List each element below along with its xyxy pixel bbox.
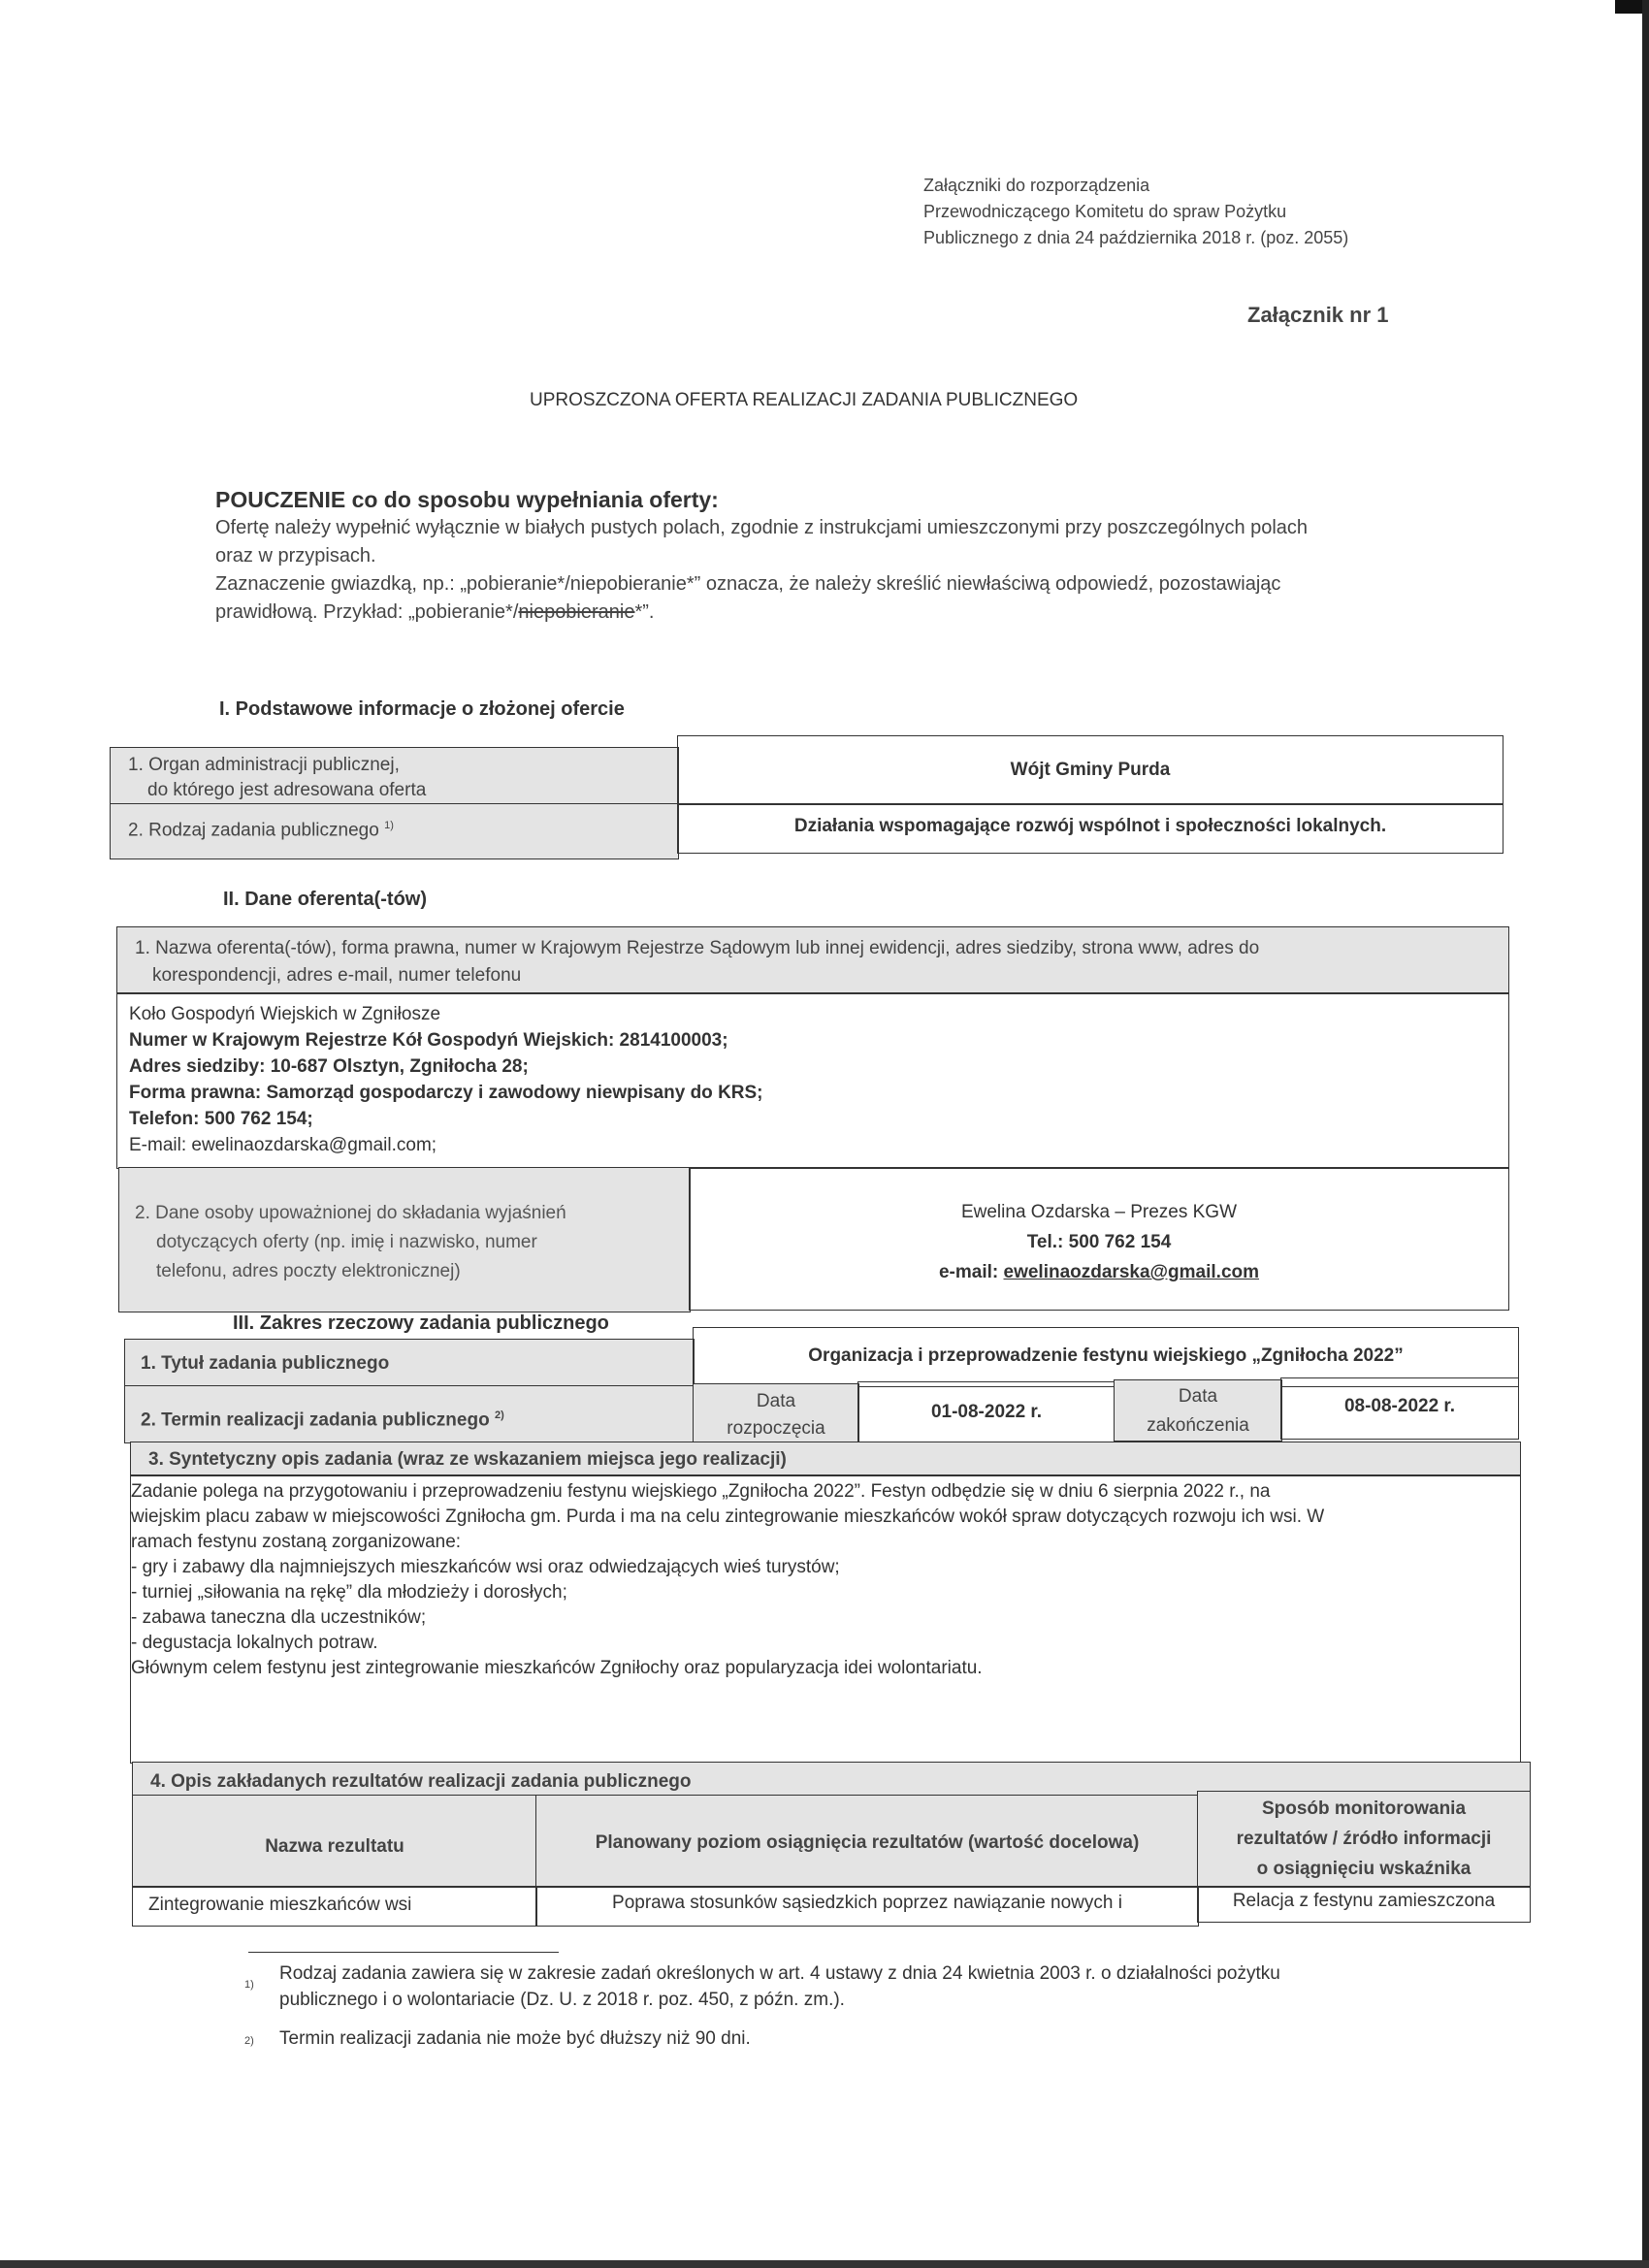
end-date-label-cell bbox=[1114, 1379, 1282, 1442]
results-col-monitoring-line-3: o osiągnięciu wskaźnika bbox=[1256, 1859, 1471, 1879]
contact-label-line-2: dotyczących oferty (np. imię i nazwisko, numer bbox=[156, 1232, 537, 1252]
org-email: E-mail: ewelinaozdarska@gmail.com; bbox=[129, 1135, 437, 1155]
instructions-line-2: oraz w przypisach. bbox=[215, 545, 376, 567]
results-row-level: Poprawa stosunków sąsiedzkich poprzez nawiązanie nowych i bbox=[612, 1893, 1122, 1913]
results-col-monitoring-header bbox=[1197, 1791, 1531, 1888]
attachment-note bbox=[923, 173, 1505, 251]
section-3-heading: III. Zakres rzeczowy zadania publicznego bbox=[233, 1312, 609, 1334]
organ-label-line-1: 1. Organ administracji publicznej, bbox=[128, 755, 400, 775]
results-col-name: Nazwa rezultatu bbox=[265, 1836, 404, 1857]
description-cell bbox=[130, 1474, 1521, 1764]
contact-label-line-3: telefonu, adres poczty elektronicznej) bbox=[156, 1261, 461, 1281]
instructions-line-3: Zaznaczenie gwiazdką, np.: „pobieranie*/niepobieranie*” oznacza, że należy skreślić niewłaściwą odpowiedź, pozostawiając bbox=[215, 573, 1281, 595]
end-date-value-cell bbox=[1280, 1377, 1519, 1440]
end-date-value: 08-08-2022 r. bbox=[1343, 1396, 1456, 1416]
footnote-separator bbox=[248, 1952, 559, 1953]
contact-email-link[interactable]: ewelinaozdarska@gmail.com bbox=[1003, 1262, 1260, 1282]
scan-edge-right bbox=[1642, 0, 1649, 2268]
strikethrough-example: niepobieranie bbox=[518, 601, 635, 623]
org-name: Koło Gospodyń Wiejskich w Zgniłosze bbox=[129, 1004, 441, 1024]
footnote-2-marker: 2) bbox=[244, 2035, 254, 2047]
document-title: UPROSZCZONA OFERTA REALIZACJI ZADANIA PUBLICZNEGO bbox=[530, 390, 1079, 410]
start-date-label-line-2: rozpoczęcia bbox=[727, 1418, 825, 1439]
description-line-1: Zadanie polega na przygotowaniu i przeprowadzeniu festynu wiejskiego „Zgniłocha 2022”. Festyn odbędzie się w dniu 6 sierpnia 2022 r., na bbox=[131, 1481, 1271, 1502]
contact-person-label-cell bbox=[118, 1167, 691, 1312]
description-line-3: ramach festynu zostaną zorganizowane: bbox=[131, 1532, 462, 1552]
instructions-line-4: prawidłową. Przykład: „pobieranie*/niepobieranie*”. bbox=[215, 601, 655, 623]
start-date-value-cell bbox=[857, 1381, 1116, 1443]
offeror-label-cell bbox=[116, 926, 1509, 994]
description-line-7: - degustacja lokalnych potraw. bbox=[131, 1633, 378, 1653]
results-col-monitoring-line-1: Sposób monitorowania bbox=[1261, 1798, 1467, 1819]
description-line-8: Głównym celem festynu jest zintegrowanie mieszkańców Zgniłochy oraz popularyzacja idei wolontariatu. bbox=[131, 1658, 983, 1678]
instructions-body bbox=[215, 514, 1457, 627]
task-title-label: 1. Tytuł zadania publicznego bbox=[141, 1353, 390, 1374]
section-2-heading: II. Dane oferenta(-tów) bbox=[223, 889, 428, 910]
end-date-label-line-1: Data bbox=[1178, 1386, 1218, 1407]
organ-label-line-2: do którego jest adresowana oferta bbox=[147, 780, 427, 800]
footnote-2: Termin realizacji zadania nie może być dłuższy niż 90 dni. bbox=[279, 2028, 751, 2049]
footnote-ref-1: 1) bbox=[384, 820, 394, 831]
section-1-heading: I. Podstawowe informacje o złożonej ofercie bbox=[219, 698, 625, 720]
scan-edge-bottom bbox=[0, 2260, 1649, 2268]
description-line-5: - turniej „siłowania na rękę” dla młodzieży i dorosłych; bbox=[131, 1582, 567, 1603]
contact-name: Ewelina Ozdarska – Prezes KGW bbox=[960, 1202, 1238, 1222]
contact-email-line: e-mail: ewelinaozdarska@gmail.com bbox=[938, 1262, 1260, 1282]
footnote-1-marker: 1) bbox=[244, 1979, 254, 1991]
task-type-label: 2. Rodzaj zadania publicznego bbox=[128, 820, 379, 841]
term-label: 2. Termin realizacji zadania publicznego bbox=[141, 1409, 490, 1431]
annex-number: Załącznik nr 1 bbox=[1247, 303, 1389, 327]
description-line-2: wiejskim placu zabaw w miejscowości Zgniłocha gm. Purda i ma na celu zintegrowanie mieszkańców wokół spraw dotyczących rozwoju ich wsi. W bbox=[131, 1507, 1325, 1527]
contact-person-value-cell bbox=[689, 1167, 1509, 1311]
org-phone: Telefon: 500 762 154; bbox=[129, 1109, 313, 1129]
org-legal-form: Forma prawna: Samorząd gospodarczy i zawodowy niewpisany do KRS; bbox=[129, 1083, 763, 1103]
footnote-1-line-2: publicznego i o wolontariacie (Dz. U. z 2018 r. poz. 450, z późn. zm.). bbox=[279, 1990, 845, 2010]
attachment-line-2: Przewodniczącego Komitetu do spraw Pożytku bbox=[923, 202, 1287, 221]
task-title-value: Organizacja i przeprowadzenie festynu wiejskiego „Zgniłocha 2022” bbox=[808, 1345, 1404, 1366]
description-line-6: - zabawa taneczna dla uczestników; bbox=[131, 1607, 427, 1628]
task-title-label-cell bbox=[124, 1339, 695, 1387]
contact-phone: Tel.: 500 762 154 bbox=[1026, 1232, 1172, 1252]
offeror-data-cell bbox=[116, 992, 1509, 1169]
results-row-name-cell bbox=[132, 1886, 537, 1927]
results-row-level-cell bbox=[535, 1886, 1199, 1927]
instructions-line-1: Ofertę należy wypełnić wyłącznie w białych pustych polach, zgodnie z instrukcjami umieszczonymi przy poszczególnych polach bbox=[215, 517, 1309, 538]
results-row-name: Zintegrowanie mieszkańców wsi bbox=[148, 1895, 412, 1915]
start-date-label-line-1: Data bbox=[756, 1391, 796, 1411]
offeror-label-line-2: korespondencji, adres e-mail, numer telefonu bbox=[152, 965, 522, 986]
footnote-1 bbox=[279, 1960, 1540, 2013]
task-type-value: Działania wspomagające rozwój wspólnot i społeczności lokalnych. bbox=[793, 816, 1387, 836]
results-label: 4. Opis zakładanych rezultatów realizacji zadania publicznego bbox=[150, 1771, 692, 1792]
task-type-label-cell bbox=[110, 803, 679, 859]
offeror-label-line-1: 1. Nazwa oferenta(-tów), forma prawna, numer w Krajowym Rejestrze Sądowym lub innej ewidencji, adres siedziby, strona www, adres do bbox=[135, 938, 1260, 958]
organ-label-cell bbox=[110, 747, 679, 805]
results-col-monitoring-line-2: rezultatów / źródło informacji bbox=[1236, 1829, 1492, 1849]
description-label: 3. Syntetyczny opis zadania (wraz ze wskazaniem miejsca jego realizacji) bbox=[148, 1449, 787, 1470]
instructions-heading: POUCZENIE co do sposobu wypełniania oferty: bbox=[215, 487, 719, 512]
footnote-1-line-1: Rodzaj zadania zawiera się w zakresie zadań określonych w art. 4 ustawy z dnia 24 kwietnia 2003 r. o działalności pożytku bbox=[279, 1963, 1280, 1984]
results-col-name-header bbox=[132, 1795, 537, 1888]
results-row-monitoring: Relacja z festynu zamieszczona bbox=[1232, 1891, 1496, 1911]
task-type-value-cell bbox=[677, 803, 1504, 854]
end-date-label-line-2: zakończenia bbox=[1147, 1415, 1249, 1436]
org-address: Adres siedziby: 10-687 Olsztyn, Zgniłocha 28; bbox=[129, 1056, 529, 1077]
description-line-4: - gry i zabawy dla najmniejszych mieszkańców wsi oraz odwiedzających wieś turystów; bbox=[131, 1557, 840, 1577]
results-col-level: Planowany poziom osiągnięcia rezultatów (wartość docelowa) bbox=[595, 1832, 1140, 1853]
start-date-value: 01-08-2022 r. bbox=[930, 1402, 1043, 1422]
term-label-cell bbox=[124, 1385, 695, 1443]
description-label-cell bbox=[130, 1442, 1521, 1476]
org-register-number: Numer w Krajowym Rejestrze Kół Gospodyń Wiejskich: 2814100003; bbox=[129, 1030, 728, 1051]
results-row-monitoring-cell bbox=[1197, 1886, 1531, 1923]
attachment-line-1: Załączniki do rozporządzenia bbox=[923, 176, 1150, 195]
footnote-ref-2: 2) bbox=[494, 1409, 504, 1421]
contact-label-line-1: 2. Dane osoby upoważnionej do składania wyjaśnień bbox=[135, 1203, 566, 1223]
attachment-line-3: Publicznego z dnia 24 października 2018 r. (poz. 2055) bbox=[923, 228, 1349, 247]
start-date-label-cell bbox=[693, 1383, 859, 1443]
results-col-level-header bbox=[535, 1795, 1199, 1888]
organ-value-cell bbox=[677, 735, 1504, 805]
organ-value: Wójt Gminy Purda bbox=[1010, 760, 1171, 780]
